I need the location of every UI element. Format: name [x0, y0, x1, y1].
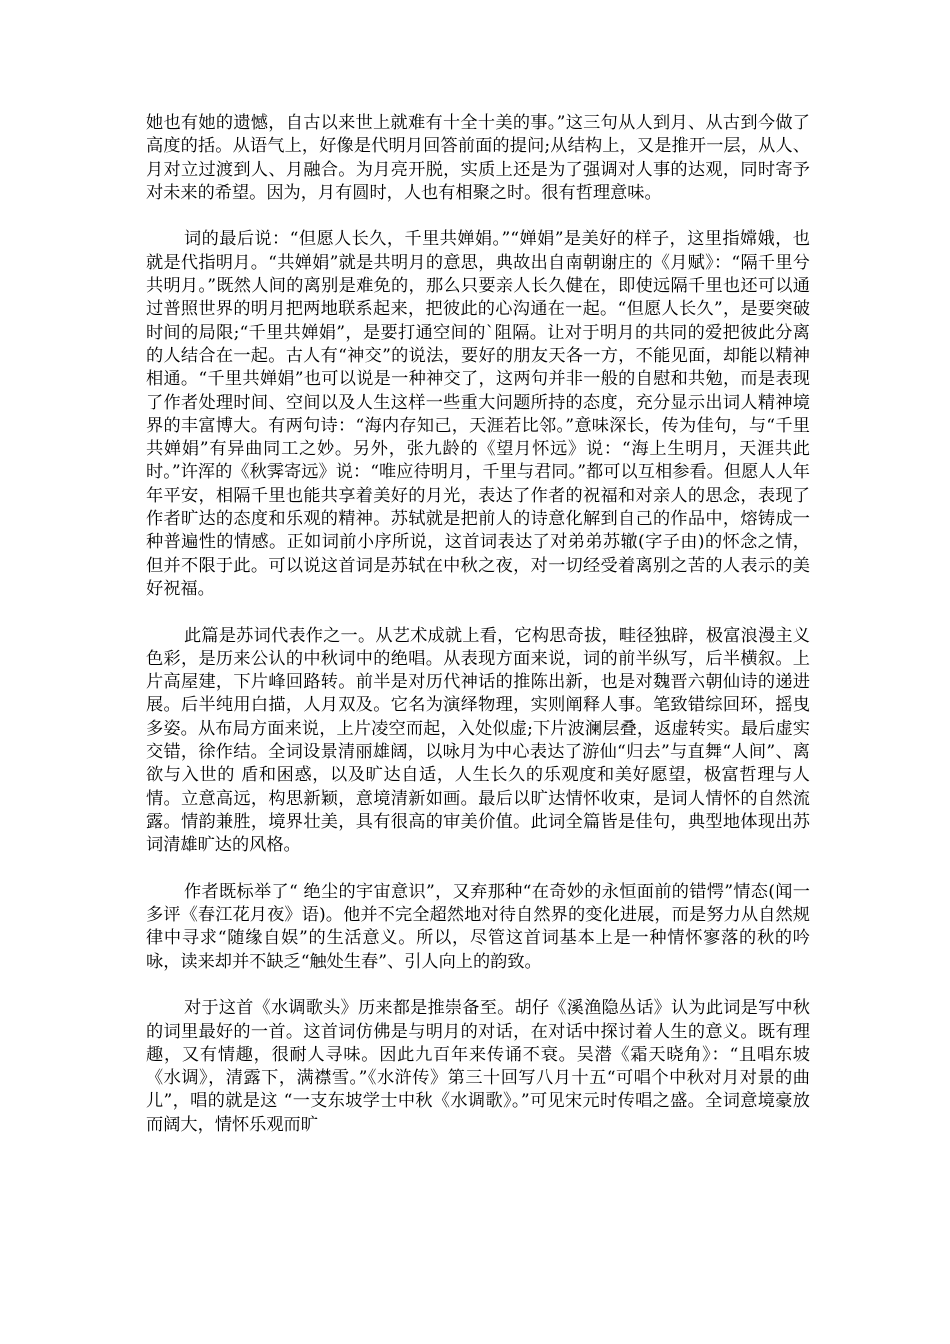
paragraph-3: 此篇是苏词代表作之一。从艺术成就上看，它构思奇拔，畦径独辟，极富浪漫主义色彩，是历来公认的中秋词中的绝唱。从表现方面来说，词的前半纵写，后半横叙。上片高屋建，下片峰回路转。前半是对历代神话的推陈出新，也是对魏晋六朝仙诗的递进展。后半纯用白描，人月双及。它名为演绎物理，实则阐释人事。笔致错综回环，摇曳多姿。从布局方面来说，上片凌空而起，入处似虚;下片波澜层叠，返虚转实。最后虚实交错，徐作结。全词设景清丽雄阔，以咏月为中心表达了游仙“归去”与直舞“人间”、离欲与入世的 盾和困惑，以及旷达自适，人生长久的乐观度和美好愿望，极富哲理与人情。立意高远，构思新颖，意境清新如画。最后以旷达情怀收束，是词人情怀的自然流露。情韵兼胜，境界壮美，具有很高的审美价值。此词全篇皆是佳句，典型地体现出苏词清雄旷达的风格。: [146, 625, 810, 856]
document-page: [146, 112, 810, 1160]
paragraph-1: 她也有她的遗憾，自古以来世上就难有十全十美的事。”这三句从人到月、从古到今做了高度的括。从语气上，好像是代明月回答前面的提问;从结构上，又是推开一层，从人、月对立过渡到人、月融合。为月亮开脱，实质上还是为了强调对人事的达观，同时寄予对未来的希望。因为，月有圆时，人也有相聚之时。很有哲理意味。: [146, 113, 810, 203]
paragraph-4: 作者既标举了“ 绝尘的宇宙意识”，又弃那种“在奇妙的永恒面前的错愕”情态(闻一多评《春江花月夜》语)。他并不完全超然地对待自然界的变化进展，而是努力从自然规律中寻求“随缘自娱”的生活意义。所以，尽管这首词基本上是一种情怀寥落的秋的吟咏，读来却并不缺乏“触处生春”、引人向上的韵致。: [146, 881, 810, 972]
paragraph-2: 词的最后说：“但愿人长久，千里共婵娟。”“婵娟”是美好的样子，这里指嫦娥，也就是代指明月。“共婵娟”就是共明月的意思，典故出自南朝谢庄的《月赋》：“隔千里兮共明月。”既然人间的离别是难免的，那么只要亲人长久健在，即使远隔千里也还可以通过普照世界的明月把两地联系起来，把彼此的心沟通在一起。“但愿人长久”，是要突破时间的局限;“千里共婵娟”，是要打通空间的`阻隔。让对于明月的共同的爱把彼此分离的人结合在一起。古人有“神交”的说法，要好的朋友天各一方，不能见面，却能以精神相通。“千里共婵娟”也可以说是一种神交了，这两句并非一般的自慰和共勉，而是表现了作者处理时间、空间以及人生这样一些重大问题所持的态度，充分显示出词人精神境界的丰富博大。有两句诗：“海内存知己，天涯若比邻。”意味深长，传为佳句，与“千里共婵娟”有异曲同工之妙。另外，张九龄的《望月怀远》说：“海上生明月，天涯共此时。”许浑的《秋霁寄远》说：“唯应待明月，千里与君同。”都可以互相参看。但愿人人年年平安，相隔千里也能共享着美好的月光，表达了作者的祝福和对亲人的思念，表现了作者旷达的态度和乐观的精神。苏轼就是把前人的诗意化解到自己的作品中，熔铸成一种普遍性的情感。正如词前小序所说，这首词表达了对弟弟苏辙(字子由)的怀念之情，但并不限于此。可以说这首词是苏轼在中秋之夜，对一切经受着离别之苦的人表示的美好祝福。: [146, 229, 810, 599]
paragraph-5: 对于这首《水调歌头》历来都是推崇备至。胡仔《溪渔隐丛话》认为此词是写中秋的词里最好的一首。这首词仿佛是与明月的对话，在对话中探讨着人生的意义。既有理趣，又有情趣，很耐人寻味。因此九百年来传诵不衰。吴潜《霜天晓角》：“且唱东坡《水调》，清露下，满襟雪。”《水浒传》第三十回写八月十五“可唱个中秋对月对景的曲儿”，唱的就是这 “一支东坡学士中秋《水调歌》。”可见宋元时传唱之盛。全词意境豪放而阔大，情怀乐观而旷: [146, 998, 810, 1135]
